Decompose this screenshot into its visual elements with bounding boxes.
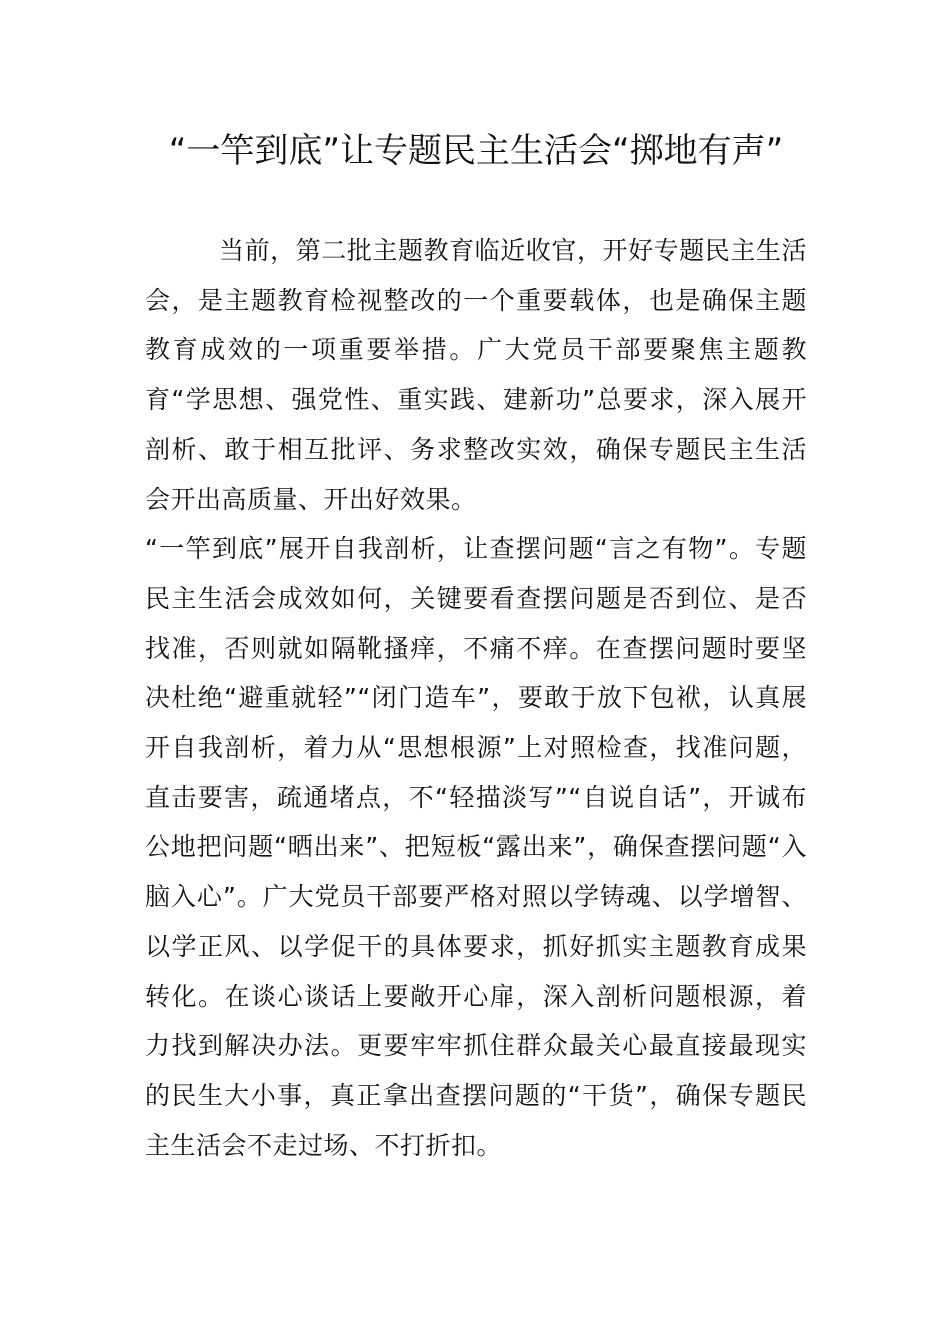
paragraph-intro: 当前，第二批主题教育临近收官，开好专题民主生活会，是主题教育检视整改的一个重要载体，也是确保主题教育成效的一项重要举措。广大党员干部要聚焦主题教育“学思想、强党性、重实践、建新功”总要求，深入展开剖析、敢于相互批评、务求整改实效，确保专题民主生活会开出高质量、开出好效果。 bbox=[145, 236, 807, 514]
paragraph-self-analysis: “一竿到底”展开自我剖析，让查摆问题“言之有物”。专题民主生活会成效如何，关键要看查摆问题是否到位、是否找准，否则就如隔靴搔痒，不痛不痒。在查摆问题时要坚决杜绝“避重就轻”“闭门造车”，要敢于放下包袱，认真展开自我剖析，着力从“思想根源”上对照检查，找准问题，直击要害，疏通堵点，不“轻描淡写”“自说自话”，开诚布公地把问题“晒出来”、把短板“露出来”，确保查摆问题“入脑入心”。广大党员干部要严格对照以学铸魂、以学增智、以学正风、以学促干的具体要求，抓好抓实主题教育成果转化。在谈心谈话上要敞开心扉，深入剖析问题根源，着力找到解决办法。更要牢牢抓住群众最关心最直接最现实的民生大小事，真正拿出查摆问题的“干货”，确保专题民主生活会不走过场、不打折扣。 bbox=[145, 534, 807, 1160]
document-title: “一竿到底”让专题民主生活会“掷地有声” bbox=[168, 131, 784, 171]
document-body bbox=[145, 226, 807, 1170]
